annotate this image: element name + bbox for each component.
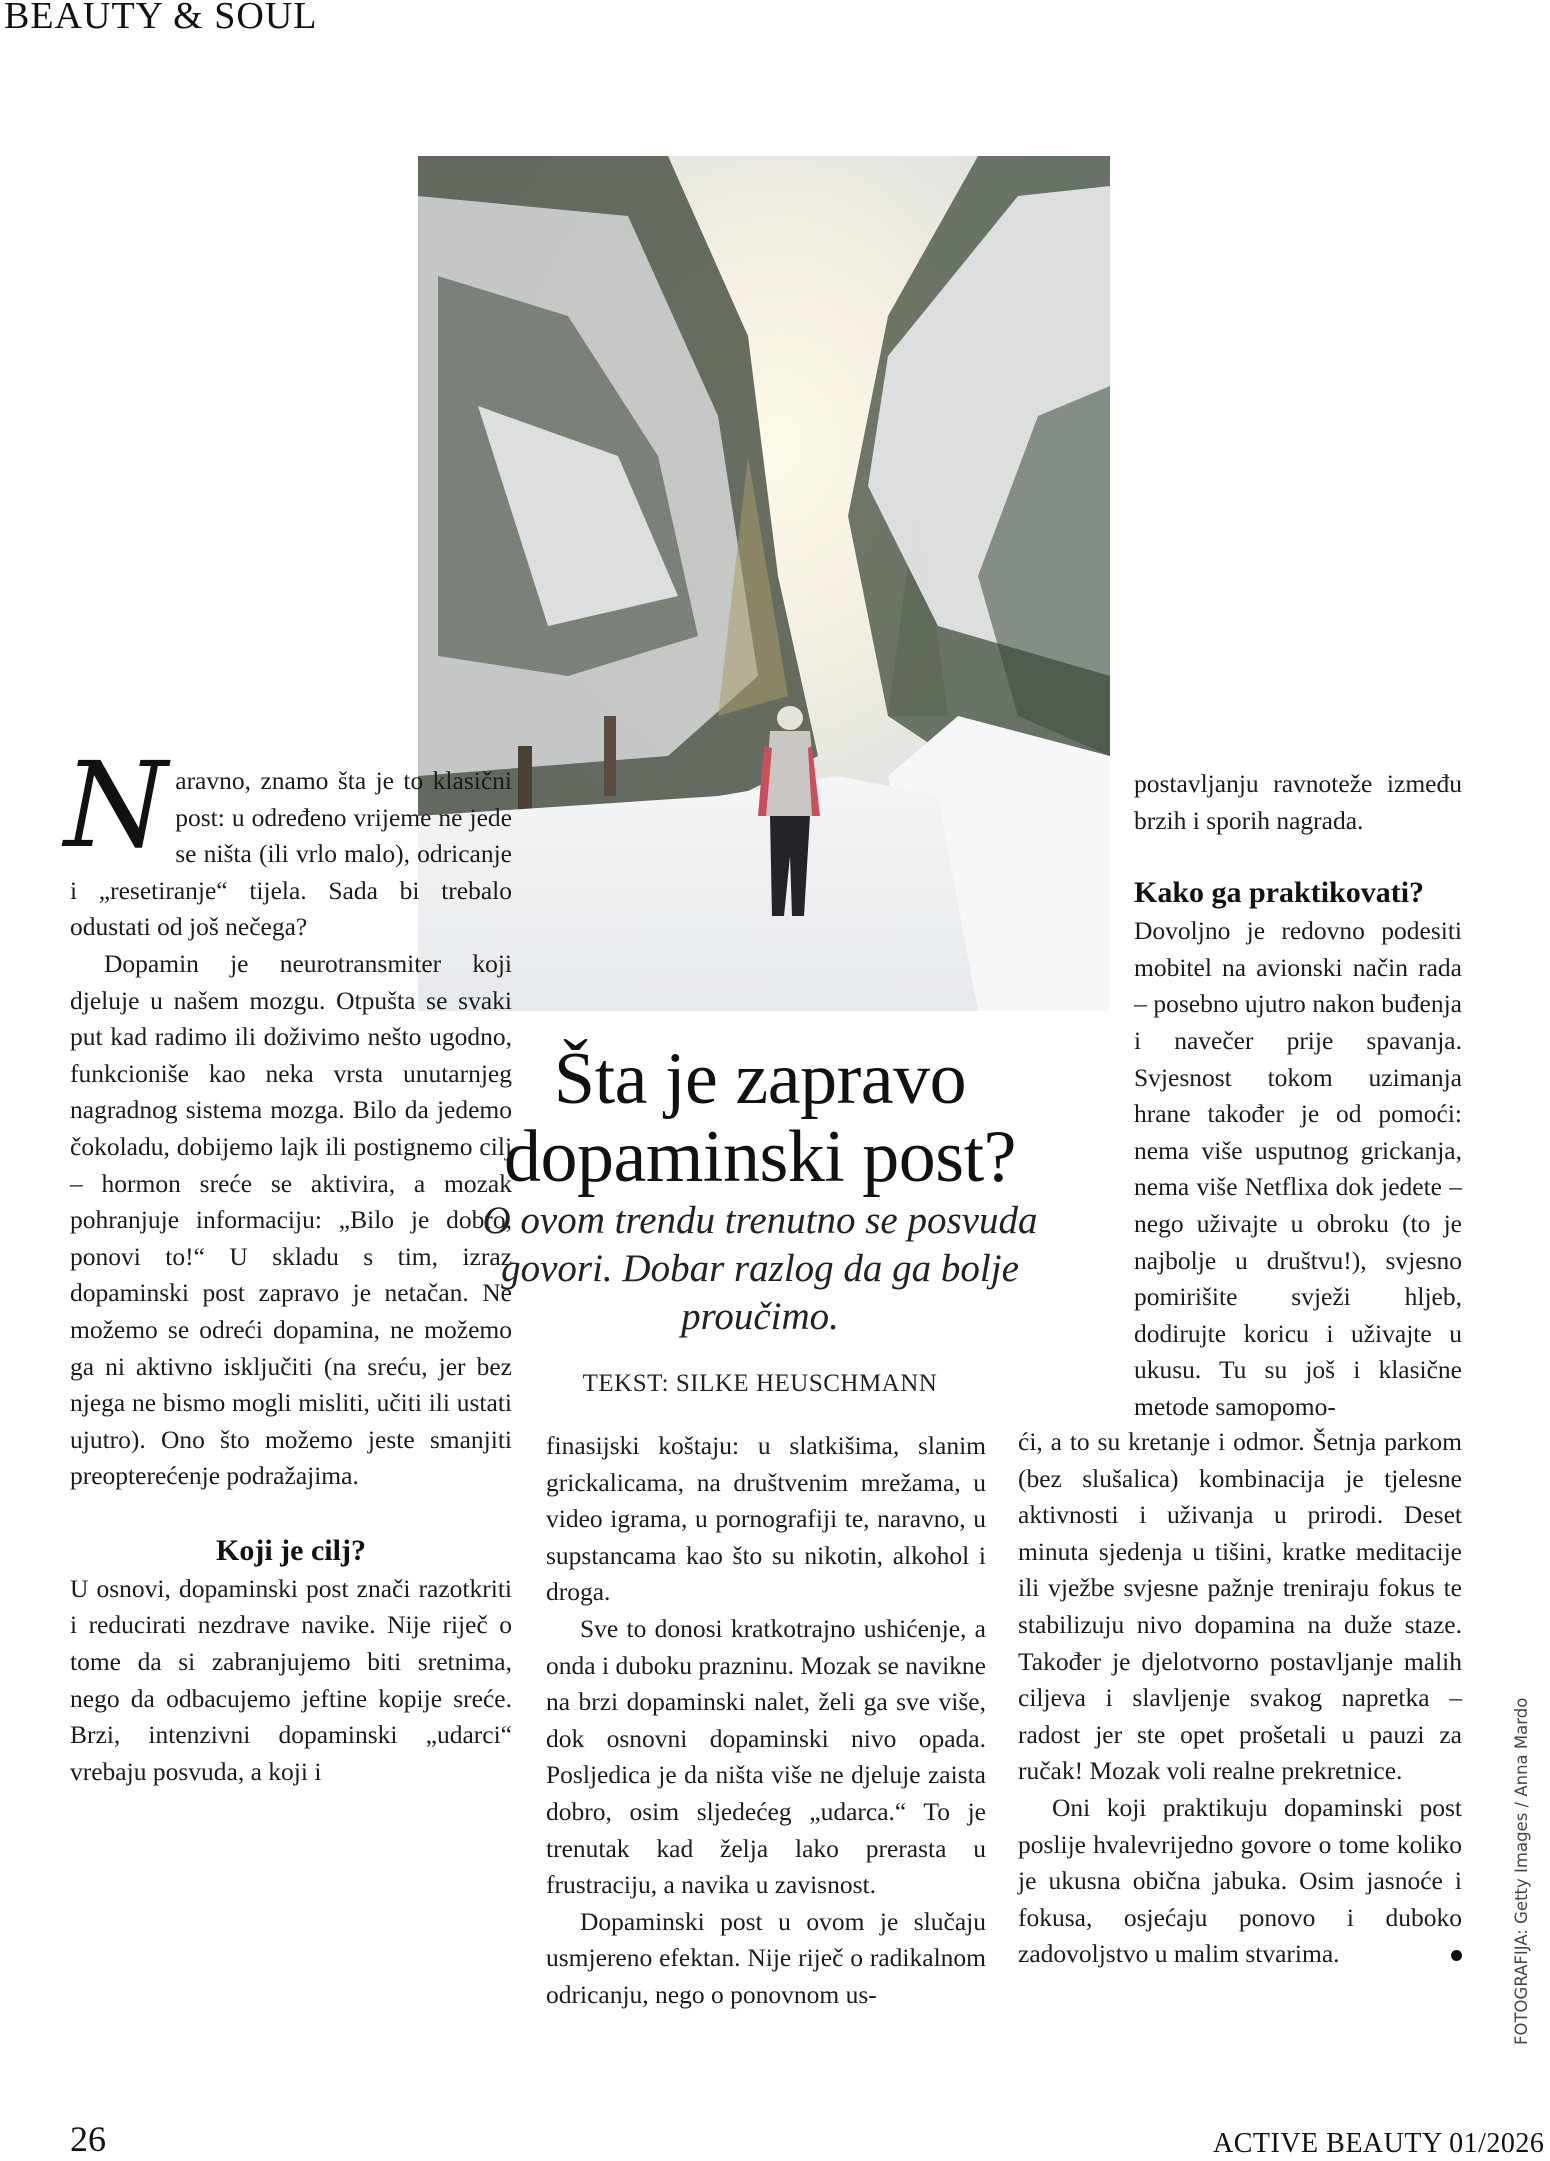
section-label: BEAUTY & SOUL: [4, 0, 318, 37]
body-paragraph: U osnovi, dopaminski post znači razotkriti i reducirati nezdrave navike. Nije riječ o tome da si zabranjujemo biti sretnima, nego da odbacujemo jeftine kopije sreće. Brzi, intenzivni dopaminski „udarci“ vrebaju posvuda, a koji i: [70, 1573, 512, 1786]
article-column-left: [64, 736, 512, 1790]
article-column-right-upper: [1134, 766, 1462, 1426]
article-photo: [418, 156, 1110, 1011]
drop-cap: N: [64, 736, 168, 874]
body-paragraph: finasijski koštaju: u slatkišima, slanim grickalicama, na društvenim mrežama, u video igrama, u pornografiji te, naravno, u supstancama kao što su nikotin, alkohol i droga.: [546, 1431, 986, 1607]
body-paragraph: Dovoljno je redovno podesiti mobitel na avionski način rada – posebno ujutro nakon buđenja i navečer prije spavanja. Svjesnost tokom uzimanja hrane također je od pomoći: nema više usputnog grickanja, nema više Netflixa dok jedete – nego uživajte u obroku (to je najbolje u društvu!), svjesno pomirišite svježi hljeb, dodirujte koricu i uživajte u ukusu. Tu su još i klasične metode samopomo-: [1134, 916, 1462, 1421]
page-number: 26: [70, 2119, 106, 2159]
body-paragraph: Dopamin je neurotransmiter koji djeluje u našem mozgu. Otpušta se svaki put kad radimo ili doživimo nešto ugodno, funkcioniše kao neka vrsta unutarnjeg nagradnog sistema mozga. Bilo da jedemo čokoladu, dobijemo lajk ili postignemo cilj – hormon sreće se aktivira, a mozak pohranjuje informaciju: „Bilo je dobro, ponovi to!“ U skladu s tim, izraz dopaminski post zapravo je netačan. Ne možemo se odreći dopamina, ne možemo ga ni aktivno isključiti (na sreću, jer bez njega ne bismo mogli misliti, učiti ili ustati ujutro). Ono što možemo jeste smanjiti preopterećenje podražajima.: [70, 948, 512, 1491]
body-paragraph: postavljanju ravnoteže između brzih i sporih nagrada.: [1134, 769, 1462, 835]
snowy-forest-illustration: [418, 156, 1110, 1011]
end-of-article-dot-icon: [1451, 1950, 1462, 1961]
article-column-right-lower: [1018, 1424, 1462, 1973]
body-paragraph: Dopaminski post u ovom je slučaju usmjereno efektan. Nije riječ o radikalnom odricanju, nego o ponovnom us-: [546, 1906, 986, 2009]
article-column-middle: [546, 1428, 986, 2014]
article-deck: O ovom trendu trenutno se posvuda govori. Dobar razlog da ga bolje proučimo.: [482, 1199, 1038, 1338]
subheading-goal: Koji je cilj?: [216, 1533, 366, 1567]
byline: TEKST: SILKE HEUSCHMANN: [582, 1370, 938, 1397]
body-paragraph: ći, a to su kretanje i odmor. Šetnja parkom (bez slušalica) kombinacija je tjelesne aktivnosti i uživanja u prirodi. Deset minuta sjedenja u tišini, kratke meditacije ili vježbe svjesne pažnje treniraju fokus te stabilizuju nivo dopamina na duže staze. Također je djelotvorno postavljanje malih ciljeva i slavljenje svakog napretka – radost jer ste opet prošetali u pauzi za ručak! Mozak voli realne prekretnice.: [1018, 1427, 1462, 1786]
magazine-issue: ACTIVE BEAUTY 01/2026: [1213, 2128, 1545, 2159]
article-title: Šta je zapravo dopaminski post?: [503, 1038, 1017, 1198]
subheading-practice: Kako ga praktikovati?: [1134, 876, 1425, 910]
intro-paragraph: Naravno, znamo šta je to klasični post: u određeno vrijeme ne jede se ništa (ili vrlo malo), odricanje i „resetiranje“ tijela. Sada bi trebalo odustati od još nečega?: [64, 736, 512, 942]
body-paragraph: Sve to donosi kratkotrajno ushićenje, a onda i duboku prazninu. Mozak se navikne na brzi dopaminski nalet, želi ga sve više, dok osnovni dopaminski nivo opada. Posljedica je da ništa više ne djeluje zaista dobro, osim sljedećeg „udarca.“ To je trenutak kad želja lako prerasta u frustraciju, a navika u zavisnost.: [546, 1613, 986, 1900]
photo-credit: FOTOGRAFIJA: Getty Images / Anna Mardo: [1512, 1697, 1531, 2045]
body-paragraph: Oni koji praktikuju dopaminski post poslije hvalevrijedno govore o tome koliko je ukusna obična jabuka. Osim jasnoće i fokusa, osjećaju ponovo i duboko zadovoljstvo u malim stvarima.: [1018, 1792, 1462, 1969]
